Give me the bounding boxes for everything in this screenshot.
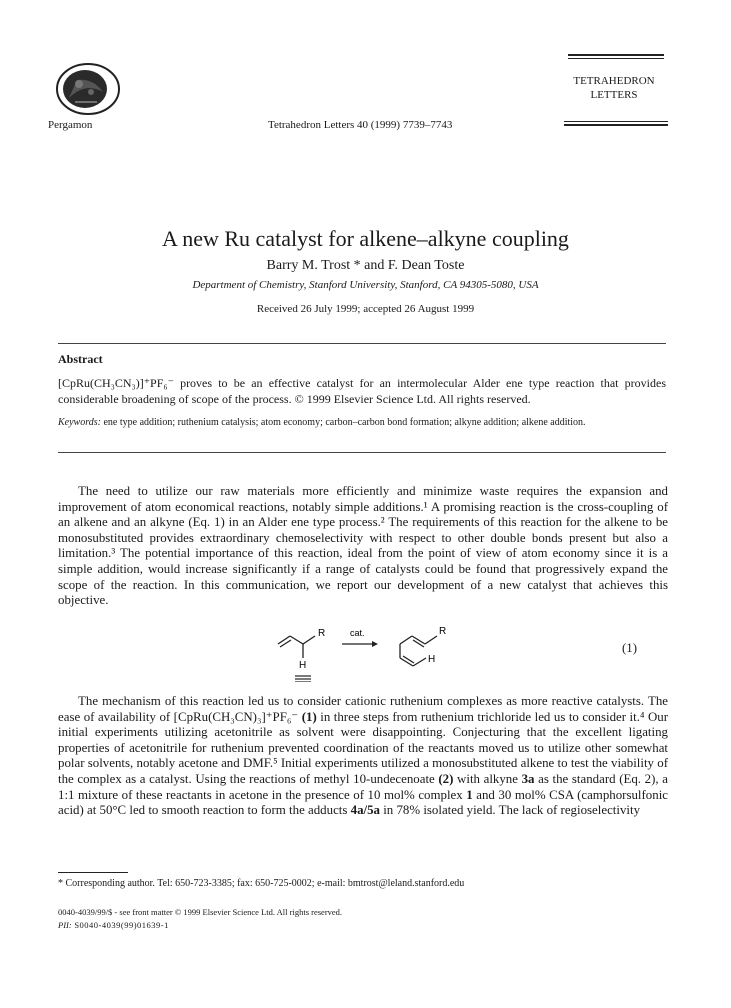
body-paragraph-2 <box>58 694 668 819</box>
p2-text-c: in three steps from ruthenium trichloride led us to consider it.⁴ Our initial experiments utilizing acetonitrile as solvent were disappointing. Conjecturing that the excellent ligating properties of acetonitrile for ruthenium prevented coordination of the reactants moved us to utilize other somewhat polar solvents, notably acetone and DMF.⁵ Initial experiments utilized a monosubstituted alkene to test the viability of the complex as a catalyst. Using the reactions of methyl 10-undecenoate <box>58 709 668 786</box>
compound-3a-ref: 3a <box>521 771 535 786</box>
reaction-arrow-head <box>372 641 378 647</box>
catalyst-label: cat. <box>350 628 365 638</box>
equation-number: (1) <box>622 641 638 655</box>
article-authors: Barry M. Trost * and F. Dean Toste <box>266 258 465 273</box>
corresponding-author-footnote: * Corresponding author. Tel: 650-723-3385; fax: 650-725-0002; e-mail: bmtrost@leland.stanford.edu <box>58 878 465 889</box>
product-h-label: H <box>428 654 436 665</box>
body-paragraph-1 <box>58 484 668 609</box>
p2-text-i: and 30 mol% CSA (camphorsulfonic acid) at 50°C led to smooth reaction to form the adducts <box>58 787 668 818</box>
journal-citation: Tetrahedron Letters 40 (1999) 7739–7743 <box>268 119 453 131</box>
pii-value: S0040-4039(99)01639-1 <box>71 920 169 930</box>
keywords-list: ene type addition; ruthenium catalysis; atom economy; carbon–carbon bond formation; alkyne addition; alkene addition. <box>100 417 586 428</box>
compound-1-ref: (1) <box>301 709 317 724</box>
footnote-rule <box>58 872 128 873</box>
complex-1-ref: 1 <box>466 787 473 802</box>
abstract-heading: Abstract <box>58 352 103 366</box>
compound-2-ref: (2) <box>438 771 454 786</box>
body-paragraph-1-text: The need to utilize our raw materials more efficiently and minimize waste requires the expansion and improvement of atom economical reactions, notably simple additions.¹ A promising reaction is the cross-coupling of an alkene and an alkyne (Eq. 1) in an Alder ene type process.² The requirements of this reaction for the alkene to be monosubstituted provides extraordinary chemoselectivity with respect to other double bonds present but also a limitation.³ The potential importance of this reaction, ideal from the point of view of atom economy since it is a simple addition, would increase significantly if a range of catalysts could be found that progressively expand the scope of the reaction. In this communication, we report our development of a new catalyst that achieves this objective. <box>58 484 668 608</box>
p2-text-g: as the standard (Eq. 2), a 1:1 mixture of these reactants in acetone in the presence of 10 mol% complex <box>58 771 668 802</box>
alkene-h-label: H <box>299 660 307 671</box>
p2-text-e: with alkyne <box>453 771 522 786</box>
alkyne-structure <box>295 676 311 682</box>
alkene-r-label: R <box>318 628 326 639</box>
copyright-line: 0040-4039/99/$ - see front matter © 1999 Elsevier Science Ltd. All rights reserved. <box>58 907 343 917</box>
journal-name-line2: LETTERS <box>590 89 638 101</box>
journal-rule-bottom <box>564 124 668 126</box>
journal-rule-top-thin <box>568 58 664 59</box>
keywords <box>58 416 666 429</box>
journal-name-line1: TETRAHEDRON <box>573 75 655 87</box>
journal-rule-top <box>568 54 664 56</box>
elsevier-tree-logo <box>55 62 121 116</box>
p2-text-a: The mechanism of this reaction led us to consider cationic ruthenium complexes as more reactive catalysts. The ease of availability of [CpRu(CH₃CN)₃]⁺PF₆⁻ <box>58 694 668 724</box>
journal-name <box>560 74 668 102</box>
abstract-text: [CpRu(CH₃CN₃)]⁺PF₆⁻ proves to be an effective catalyst for an intermolecular Alder ene type reaction that provides considerable broadening of scope of the process. © 1999 Elsevier Science Ltd. All rights reserved. <box>58 376 666 406</box>
pii-line <box>58 920 169 930</box>
product-r-label: R <box>439 626 447 637</box>
article-title: A new Ru catalyst for alkene–alkyne coupling <box>162 226 569 251</box>
journal-rule-bottom-thin <box>564 121 668 122</box>
received-dates: Received 26 July 1999; accepted 26 August 1999 <box>256 303 475 315</box>
reaction-scheme <box>270 622 470 682</box>
abstract-bottom-rule <box>58 452 666 453</box>
pii-label: PII: <box>58 920 72 930</box>
publisher-name: Pergamon <box>48 119 93 131</box>
keywords-label: Keywords: <box>58 417 101 428</box>
adducts-4a-5a-ref: 4a/5a <box>350 803 380 818</box>
abstract-top-rule <box>58 343 666 344</box>
p2-text-k: in 78% isolated yield. The lack of regioselectivity <box>380 803 641 818</box>
author-affiliation: Department of Chemistry, Stanford University, Stanford, CA 94305-5080, USA <box>192 279 539 291</box>
alkene-structure <box>278 636 315 658</box>
